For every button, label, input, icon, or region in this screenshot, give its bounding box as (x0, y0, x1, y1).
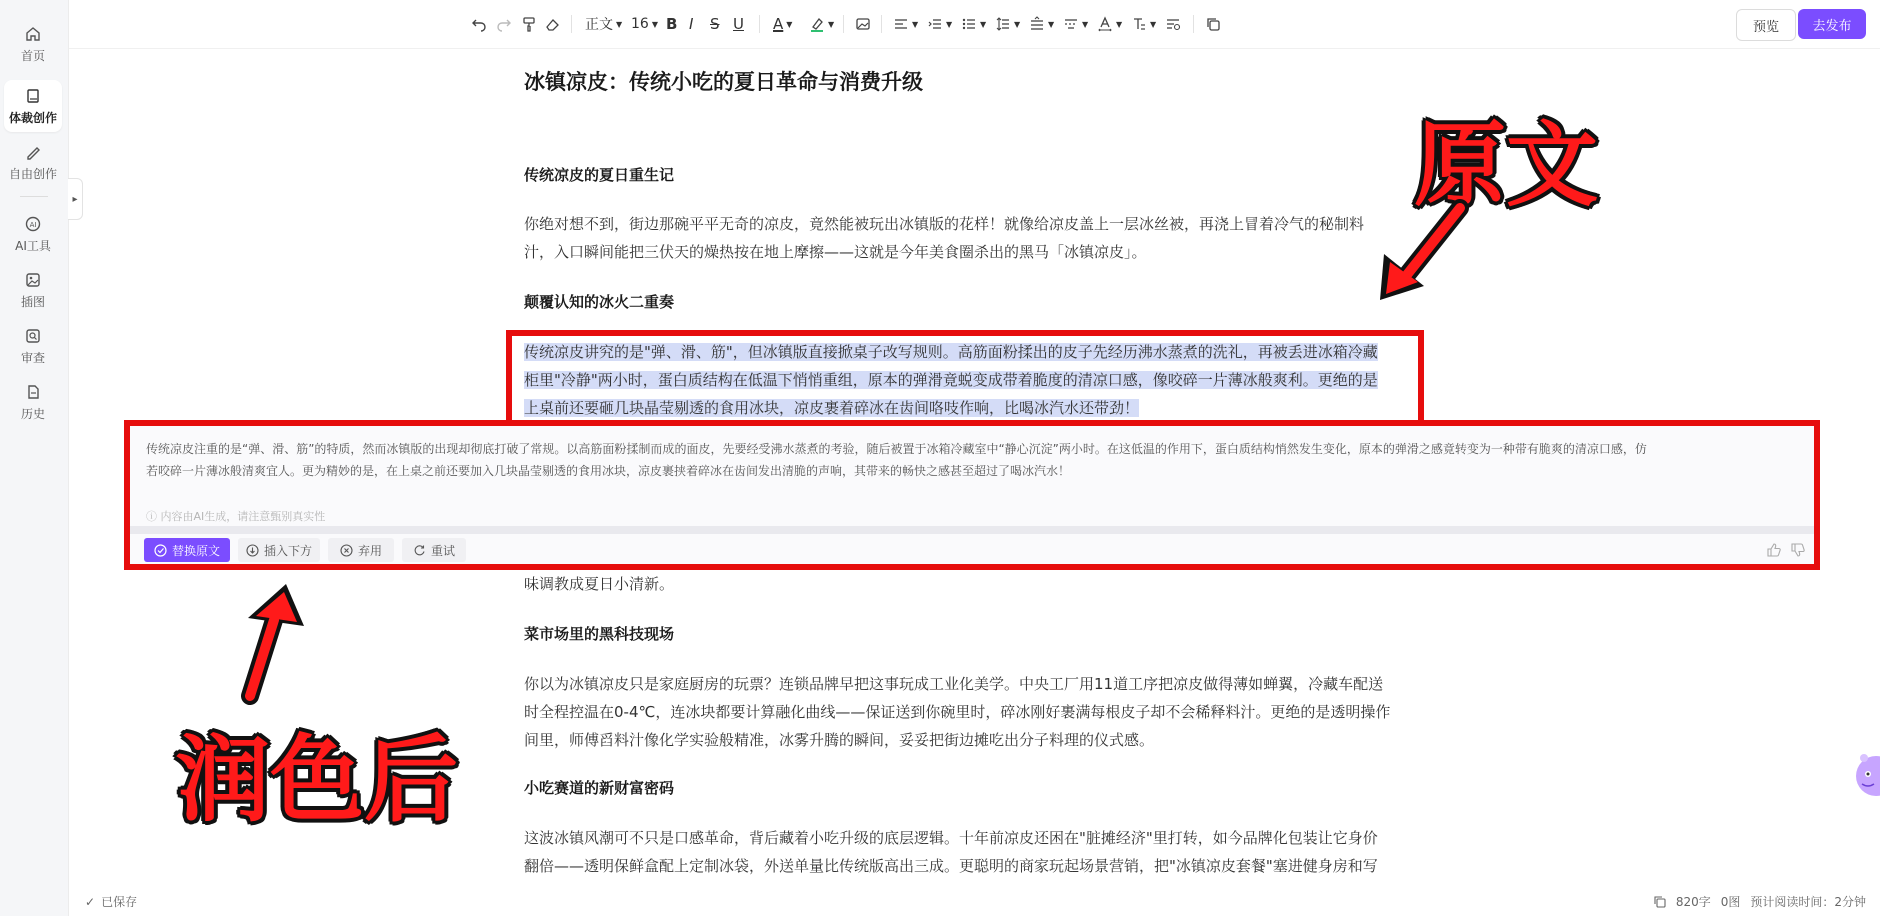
paragraph-style-value: 正文 (585, 17, 613, 33)
save-status-text: 已保存 (101, 895, 138, 909)
line-height-icon (995, 16, 1011, 32)
ai-icon (24, 215, 42, 233)
ai-disclaimer-text: 内容由AI生成，请注意甄别真实性 (160, 510, 326, 523)
sidebar-label: 历史 (20, 406, 45, 421)
strikethrough-icon: S (710, 15, 720, 33)
caret-down-icon: ▼ (1014, 19, 1021, 29)
insert-below-button[interactable] (238, 538, 320, 562)
sidebar-item-review[interactable] (4, 320, 62, 372)
check-circle-icon (154, 544, 167, 557)
sidebar-item-ai-tools[interactable] (4, 208, 62, 260)
indent-button[interactable] (927, 12, 952, 36)
button-label: 替换原文 (171, 543, 220, 558)
redo-button[interactable] (496, 12, 512, 36)
sidebar-label: 自由创作 (8, 166, 57, 181)
chevron-right-icon: ▸ (72, 193, 78, 205)
caret-down-icon: ▼ (980, 19, 987, 29)
annotation-arrow-original (1376, 196, 1480, 308)
copy-button[interactable] (1205, 12, 1221, 36)
button-label: 重试 (430, 543, 455, 558)
paragraph-line[interactable]: 你以为冰镇凉皮只是家庭厨房的玩票？连锁品牌早把这事玩成工业化美学。中央工厂用11道工序把凉皮做得薄如蝉翼，冷藏车配送 (524, 675, 1384, 693)
sidebar-item-illustration[interactable] (4, 264, 62, 316)
section-heading[interactable]: 菜市场里的黑科技现场 (524, 625, 675, 643)
paragraph-line[interactable]: 这波冰镇风潮可不只是口感革命，背后藏着小吃升级的底层逻辑。十年前凉皮还困在"脏摊经济"里打转，如今品牌化包装让它身价 (524, 829, 1378, 847)
align-left-icon (893, 16, 909, 32)
retry-button[interactable] (402, 538, 466, 562)
paragraph-line[interactable]: 汁，入口瞬间能把三伏天的燥热按在地上摩擦——这就是今年美食圈杀出的黑马「冰镇凉皮」。 (524, 243, 1147, 261)
sidebar-label: AI工具 (15, 238, 51, 253)
underline-icon: U (733, 15, 744, 33)
selection-highlight: 传统凉皮讲究的是"弹、滑、筋"，但冰镇版直接掀桌子改写规则。高筋面粉揉出的皮子先经历沸水蒸煮的洗礼，再被丢进冰箱冷藏 (524, 343, 1378, 361)
refresh-icon (413, 544, 426, 557)
word-count: 820字 (1675, 895, 1711, 909)
text-direction-button[interactable] (1131, 12, 1156, 36)
paragraph-spacing-button[interactable] (1029, 12, 1054, 36)
text-format-icon (1131, 16, 1147, 32)
caret-down-icon: ▼ (1048, 19, 1055, 29)
line-height-button[interactable] (995, 12, 1020, 36)
toolbar-separator (1193, 15, 1194, 33)
document-stats (1653, 893, 1866, 910)
replace-original-button[interactable] (144, 538, 230, 562)
bullet-list-button[interactable] (961, 12, 986, 36)
divider-button[interactable] (1063, 12, 1088, 36)
status-bar (69, 886, 1880, 916)
section-heading[interactable]: 颠覆认知的冰火二重奏 (524, 293, 675, 311)
strikethrough-button[interactable] (710, 12, 720, 36)
section-heading[interactable]: 小吃赛道的新财富密码 (524, 779, 675, 797)
caret-down-icon: ▼ (1082, 19, 1089, 29)
button-label: 弃用 (357, 543, 382, 558)
italic-button[interactable] (689, 12, 693, 36)
toolbar-separator (759, 15, 760, 33)
undo-button[interactable] (471, 12, 487, 36)
bullet-list-icon (961, 16, 977, 32)
format-painter-icon (521, 16, 537, 32)
sidebar-label: 体裁创作 (8, 110, 57, 125)
bold-icon: B (666, 15, 678, 33)
pen-icon (24, 143, 42, 161)
thumbs-down-icon[interactable] (1790, 542, 1806, 558)
paragraph-style-select[interactable] (585, 12, 622, 36)
paragraph-line[interactable]: 你绝对想不到，街边那碗平平无奇的凉皮，竟然能被玩出冰镇版的花样！就像给凉皮盖上一层冰丝被，再浇上冒着冷气的秘制料 (524, 215, 1365, 233)
review-icon (24, 327, 42, 345)
caret-down-icon: ▼ (1150, 19, 1157, 29)
section-heading[interactable]: 传统凉皮的夏日重生记 (524, 166, 675, 184)
sidebar-label: 审查 (20, 350, 45, 365)
image-count: 0图 (1720, 895, 1741, 909)
book-icon (24, 87, 42, 105)
caret-down-icon: ▼ (946, 19, 953, 29)
divider-icon (1063, 16, 1079, 32)
arrow-down-circle-icon (246, 544, 259, 557)
ai-text-line: 若咬碎一片薄冰般清爽宜人。更为精妙的是，在上桌之前还要加入几块晶莹剔透的食用冰块，凉皮裹挟着碎冰在齿间发出清脆的声响，其带来的畅快之感甚至超过了喝冰汽水！ (146, 464, 1071, 478)
sidebar-item-history[interactable] (4, 376, 62, 428)
copy-icon (1205, 16, 1221, 32)
bold-button[interactable] (666, 12, 677, 36)
button-label: 插入下方 (263, 543, 312, 558)
toolbar-separator (843, 15, 844, 33)
font-color-button[interactable] (773, 12, 792, 36)
clear-style-icon (1165, 16, 1181, 32)
paragraph-line[interactable]: 时全程控温在0-4℃，连冰块都要计算融化曲线——保证送到你碗里时，碎冰刚好裹满每根皮子却不会稀释料汁。更绝的是透明操作 (524, 703, 1391, 721)
insert-image-button[interactable] (855, 12, 871, 36)
ai-disclaimer (146, 508, 325, 524)
sidebar-item-genre-writing[interactable] (4, 80, 62, 132)
undo-icon (471, 16, 487, 32)
toolbar-separator (881, 15, 882, 33)
copy-icon[interactable] (1653, 895, 1666, 908)
original-text-highlight-box (506, 330, 1424, 426)
preview-button[interactable]: 预览 (1736, 9, 1796, 41)
paragraph-line[interactable]: 味调教成夏日小清新。 (524, 575, 675, 593)
selection-highlight: 上桌前还要砸几块晶莹剔透的食用冰块，凉皮裹着碎冰在齿间咯吱作响，比喝冰汽水还带劲！ (524, 399, 1140, 417)
history-icon (24, 383, 42, 401)
format-painter-button[interactable] (521, 12, 537, 36)
image-icon (855, 16, 871, 32)
left-sidebar (0, 0, 69, 916)
discard-button[interactable] (328, 538, 394, 562)
info-icon: ⓘ (146, 510, 161, 523)
check-icon: ✓ (85, 894, 96, 909)
editor-toolbar (69, 0, 1880, 49)
svg-text:AI: AI (29, 220, 37, 229)
sidebar-label: 插图 (20, 294, 45, 309)
ai-text-line: 传统凉皮注重的是“弹、滑、筋”的特质，然而冰镇版的出现却彻底打破了常规。以高筋面粉揉制而成的面皮，先要经受沸水蒸煮的考验，随后被置于冰箱冷藏室中“静心沉淀”两小时。在这低温的作用下，蛋白质结构悄然发生变化，原本的弹滑之感竟转变为一种带有脆爽的清凉口感，仿 (146, 442, 1647, 456)
caret-down-icon: ▼ (616, 19, 623, 29)
selection-highlight: 柜里"冷静"两小时，蛋白质结构在低温下悄悄重组，原本的弹滑竟蜕变成带着脆度的清凉口感，像咬碎一片薄冰般爽利。更绝的是 (524, 371, 1378, 389)
document-title[interactable]: 冰镇凉皮：传统小吃的夏日革命与消费升级 (524, 70, 923, 94)
redo-icon (496, 16, 512, 32)
ai-rewrite-panel (124, 420, 1820, 570)
sidebar-label: 首页 (20, 48, 45, 63)
annotation-arrow-polished (226, 578, 310, 706)
font-size-select[interactable] (631, 12, 658, 36)
indent-icon (927, 16, 943, 32)
panel-divider-strip (130, 526, 1814, 534)
paragraph-line[interactable]: 间里，师傅舀料汁像化学实验般精准，冰雾升腾的瞬间，妥妥把街边摊吃出分子料理的仪式感。 (524, 731, 1155, 749)
annotation-label-original: 原文 (1414, 112, 1599, 219)
highlight-icon (809, 16, 825, 32)
italic-icon: I (689, 15, 694, 33)
assistant-mascot-icon[interactable] (1854, 746, 1880, 798)
annotation-label-polished: 润色后 (176, 726, 459, 835)
thumbs-up-icon[interactable] (1766, 542, 1782, 558)
sidebar-item-free-writing[interactable] (4, 136, 62, 188)
eraser-icon (544, 16, 560, 32)
font-size-value: 16 (631, 16, 649, 32)
paragraph-line[interactable]: 翻倍——透明保鲜盒配上定制冰袋，外送单量比传统版高出三成。更聪明的商家玩起场景营销，把"冰镇凉皮套餐"塞进健身房和写 (524, 857, 1378, 875)
paragraph-spacing-icon (1029, 16, 1045, 32)
caret-down-icon: ▼ (912, 19, 919, 29)
clear-format-button[interactable] (544, 12, 560, 36)
underline-button[interactable] (733, 12, 744, 36)
toolbar-separator (571, 15, 572, 33)
image-icon (24, 271, 42, 289)
ai-rewritten-text (146, 438, 1796, 482)
caret-down-icon: ▼ (828, 19, 835, 29)
publish-button[interactable]: 去发布 (1798, 9, 1866, 39)
save-status (85, 893, 137, 910)
sidebar-item-home[interactable] (4, 18, 62, 70)
caret-down-icon: ▼ (786, 19, 793, 29)
align-button[interactable] (893, 12, 918, 36)
caret-down-icon: ▼ (1116, 19, 1123, 29)
highlight-color-button[interactable] (809, 12, 834, 36)
font-color-icon: A (773, 15, 784, 33)
read-time: 预计阅读时间：2分钟 (1750, 895, 1866, 909)
home-icon (24, 25, 42, 43)
letter-spacing-icon (1097, 16, 1113, 32)
caret-down-icon: ▼ (651, 19, 658, 29)
sidebar-collapse-toggle[interactable] (68, 178, 83, 220)
sidebar-divider (20, 196, 48, 197)
letter-spacing-button[interactable] (1097, 12, 1122, 36)
close-circle-icon (340, 544, 353, 557)
clear-style-button[interactable] (1165, 12, 1181, 36)
